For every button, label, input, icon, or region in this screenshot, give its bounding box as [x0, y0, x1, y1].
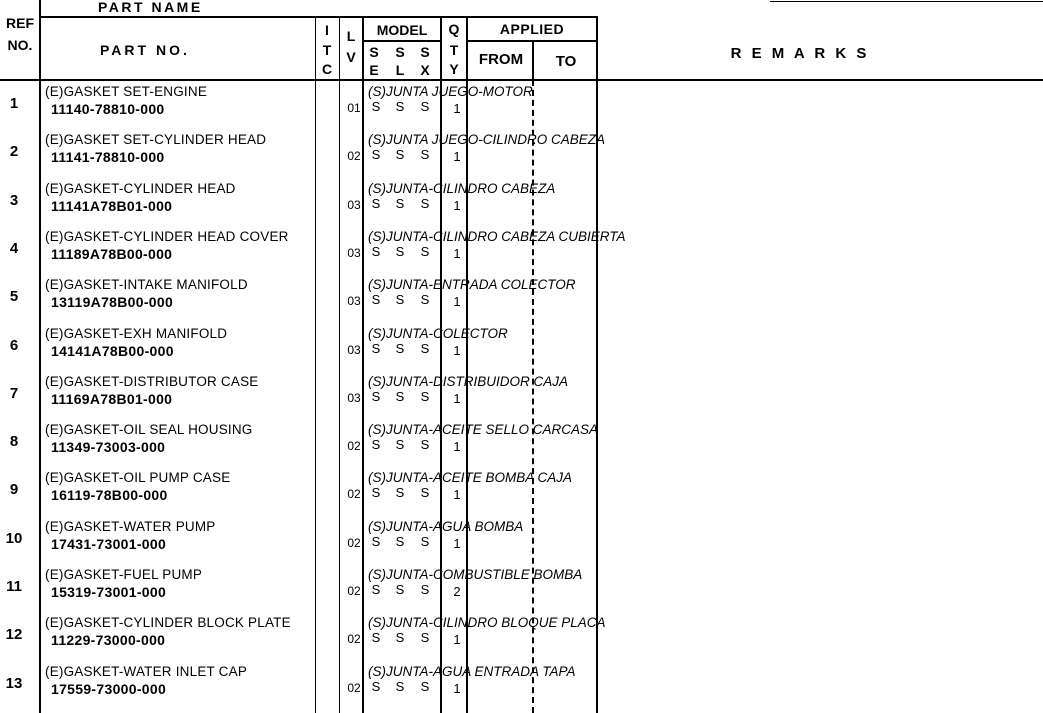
part-number: 11189A78B00-000	[51, 245, 173, 262]
model-se: S	[371, 340, 381, 356]
level: 03	[347, 197, 361, 212]
model-sx: S	[420, 678, 430, 694]
header-model-sx-s: S	[420, 44, 430, 60]
level: 02	[347, 439, 361, 454]
quantity: 1	[453, 632, 461, 648]
part-name: (E)GASKET-CYLINDER HEAD	[45, 180, 236, 196]
header-itc-t: T	[322, 42, 332, 58]
model-sx: S	[420, 437, 430, 453]
header-qty-q: Q	[448, 21, 460, 37]
header-from: FROM	[478, 51, 524, 68]
quantity: 1	[453, 149, 461, 165]
model-sl: S	[395, 195, 405, 211]
ref-number: 3	[9, 191, 19, 209]
model-sx: S	[420, 533, 430, 549]
part-number: 14141A78B00-000	[51, 342, 174, 359]
part-name: (E)GASKET-OIL SEAL HOUSING	[45, 422, 253, 438]
header-applied: APPLIED	[499, 21, 565, 37]
qty-tick	[441, 390, 442, 404]
header-model: MODEL	[376, 22, 428, 38]
model-se: S	[371, 147, 381, 163]
quantity: 1	[453, 487, 461, 503]
ref-number: 5	[9, 288, 19, 306]
qty-tick	[441, 197, 442, 211]
level: 02	[347, 487, 361, 502]
level: 02	[347, 535, 361, 550]
model-se: S	[371, 195, 381, 211]
level: 03	[347, 342, 361, 357]
part-name: (E)GASKET-CYLINDER HEAD COVER	[45, 228, 289, 244]
spanish-name: (S)JUNTA-ENTRADA COLECTOR	[368, 277, 576, 293]
part-name: (E)GASKET-EXH MANIFOLD	[45, 325, 228, 341]
part-number: 11229-73000-000	[51, 632, 166, 649]
header-ref: REF	[6, 15, 34, 31]
spanish-name: (S)JUNTA-AGUA ENTRADA TAPA	[368, 663, 576, 679]
model-se: S	[371, 485, 381, 501]
qty-tick	[441, 631, 442, 645]
part-number: 17431-73001-000	[51, 535, 167, 552]
model-se: S	[371, 99, 381, 114]
spanish-name: (S)JUNTA-ACEITE SELLO CARCASA	[368, 422, 599, 438]
qty-tick	[441, 148, 442, 162]
header-lv-v: V	[346, 49, 356, 65]
spanish-name: (S)JUNTA-COMBUSTIBLE BOMBA	[368, 567, 583, 582]
header-lv-l: L	[346, 28, 356, 44]
spanish-name: (S)JUNTA JUEGO-MOTOR	[368, 84, 533, 99]
model-sl: S	[395, 292, 405, 308]
model-sl: S	[395, 243, 405, 259]
model-se: S	[371, 292, 381, 308]
quantity: 1	[453, 439, 461, 455]
level: 02	[347, 632, 361, 647]
ref-number: 13	[5, 674, 23, 692]
partno-column-divider	[315, 16, 316, 713]
model-se: S	[371, 388, 381, 404]
part-number: 13119A78B00-000	[51, 294, 174, 311]
ref-number: 7	[9, 384, 19, 402]
part-number: 11141-78810-000	[51, 149, 165, 166]
header-model-sx-x: X	[420, 62, 430, 78]
model-sx: S	[420, 147, 430, 163]
spanish-name: (S)JUNTA JUEGO-CILINDRO CABEZA	[368, 132, 606, 148]
part-number: 17559-73000-000	[51, 680, 167, 697]
model-sx: S	[420, 388, 430, 404]
model-se: S	[371, 243, 381, 259]
quantity: 1	[453, 245, 461, 261]
part-number: 11349-73003-000	[51, 439, 166, 456]
ref-number: 1	[9, 95, 19, 112]
model-sl: S	[395, 678, 405, 694]
model-se: S	[371, 582, 381, 597]
part-name: (E)GASKET-WATER INLET CAP	[45, 663, 248, 679]
header-model-sl-l: L	[395, 62, 405, 78]
model-se: S	[371, 678, 381, 694]
header-no: NO.	[7, 37, 33, 53]
quantity: 1	[453, 535, 461, 551]
model-sl: S	[395, 630, 405, 646]
spanish-name: (S)JUNTA-CILINDRO CABEZA	[368, 180, 556, 196]
part-number: 11169A78B01-000	[51, 390, 173, 407]
part-number: 11141A78B01-000	[51, 197, 173, 214]
header-itc-i: I	[325, 22, 329, 38]
spanish-name: (S)JUNTA-CILINDRO CABEZA CUBIERTA	[368, 228, 626, 244]
ref-number: 11	[6, 578, 22, 595]
spanish-name: (S)JUNTA-DISTRIBUIDOR CAJA	[368, 373, 569, 389]
part-name: (E)GASKET-CYLINDER BLOCK PLATE	[45, 615, 291, 631]
model-sx: S	[420, 195, 430, 211]
ref-number: 6	[9, 336, 19, 354]
level: 02	[347, 584, 361, 598]
ref-number: 4	[9, 239, 19, 257]
quantity: 1	[453, 294, 461, 310]
ref-number: 8	[9, 433, 19, 451]
model-sl: S	[395, 582, 405, 597]
ref-number: 10	[5, 529, 23, 547]
header-model-sl-s: S	[395, 44, 405, 60]
from-to-divider	[532, 40, 534, 80]
qty-tick	[441, 486, 442, 500]
model-sx: S	[420, 99, 430, 114]
part-name: (E)GASKET SET-CYLINDER HEAD	[45, 132, 267, 148]
qty-tick	[441, 583, 442, 597]
level: 03	[347, 245, 361, 260]
header-part-name: PART NAME	[98, 0, 203, 15]
model-sx: S	[420, 630, 430, 646]
model-sl: S	[395, 340, 405, 356]
header-to: TO	[555, 53, 577, 70]
model-sx: S	[420, 582, 430, 597]
part-name: (E)GASKET SET-ENGINE	[45, 84, 208, 99]
qty-tick	[441, 438, 442, 452]
qty-tick	[441, 680, 442, 694]
header-qty-y: Y	[449, 61, 459, 77]
header-part-no: PART NO.	[100, 42, 190, 58]
top-rule-right	[770, 1, 1043, 2]
model-sx: S	[420, 340, 430, 356]
quantity: 1	[453, 342, 461, 358]
model-sl: S	[395, 485, 405, 501]
header-itc-c: C	[321, 61, 333, 77]
qty-tick	[441, 293, 442, 307]
ref-column-divider	[39, 0, 41, 713]
spanish-name: (S)JUNTA-AGUA BOMBA	[368, 518, 524, 534]
ref-number: 12	[5, 626, 23, 644]
header-qty-t: T	[449, 42, 459, 58]
ref-number: 2	[9, 143, 19, 161]
model-sl: S	[395, 533, 405, 549]
level: 03	[347, 294, 361, 309]
model-sl: S	[395, 388, 405, 404]
qty-tick	[441, 245, 442, 259]
quantity: 2	[453, 584, 461, 599]
model-sx: S	[420, 243, 430, 259]
quantity: 1	[453, 680, 461, 696]
qty-tick	[441, 535, 442, 549]
model-se: S	[371, 437, 381, 453]
level: 03	[347, 390, 361, 405]
quantity: 1	[453, 390, 461, 406]
part-number: 16119-78B00-000	[51, 487, 168, 504]
model-sx: S	[420, 292, 430, 308]
header-model-se-e: E	[369, 62, 379, 78]
header-remarks: R E M A R K S	[730, 45, 870, 62]
top-rule	[40, 16, 598, 18]
model-sl: S	[395, 147, 405, 163]
lv-column-divider	[362, 16, 364, 713]
model-subrule	[362, 40, 442, 42]
part-name: (E)GASKET-WATER PUMP	[45, 518, 216, 534]
applied-column-divider	[596, 16, 598, 713]
part-name: (E)GASKET-DISTRIBUTOR CASE	[45, 373, 259, 389]
quantity: 1	[453, 197, 461, 213]
level: 02	[347, 680, 361, 695]
qty-tick	[441, 100, 442, 114]
spanish-name: (S)JUNTA-COLECTOR	[368, 325, 508, 341]
part-number: 11140-78810-000	[51, 101, 165, 117]
qty-column-divider	[466, 16, 468, 713]
part-name: (E)GASKET-FUEL PUMP	[45, 567, 203, 582]
model-sl: S	[395, 99, 405, 114]
part-name: (E)GASKET-INTAKE MANIFOLD	[45, 277, 248, 293]
part-name: (E)GASKET-OIL PUMP CASE	[45, 470, 231, 486]
model-column-divider	[440, 16, 442, 713]
model-sl: S	[395, 437, 405, 453]
model-se: S	[371, 630, 381, 646]
header-bottom-rule	[0, 79, 1043, 81]
spanish-name: (S)JUNTA-CILINDRO BLOQUE PLACA	[368, 615, 606, 631]
itc-column-divider	[339, 16, 340, 713]
level: 02	[347, 149, 361, 164]
level: 01	[347, 101, 361, 115]
model-sx: S	[420, 485, 430, 501]
part-number: 15319-73001-000	[51, 584, 167, 600]
qty-tick	[441, 342, 442, 356]
header-model-se-s: S	[369, 44, 379, 60]
spanish-name: (S)JUNTA-ACEITE BOMBA CAJA	[368, 470, 573, 486]
ref-number: 9	[9, 481, 19, 499]
quantity: 1	[453, 101, 461, 116]
model-se: S	[371, 533, 381, 549]
